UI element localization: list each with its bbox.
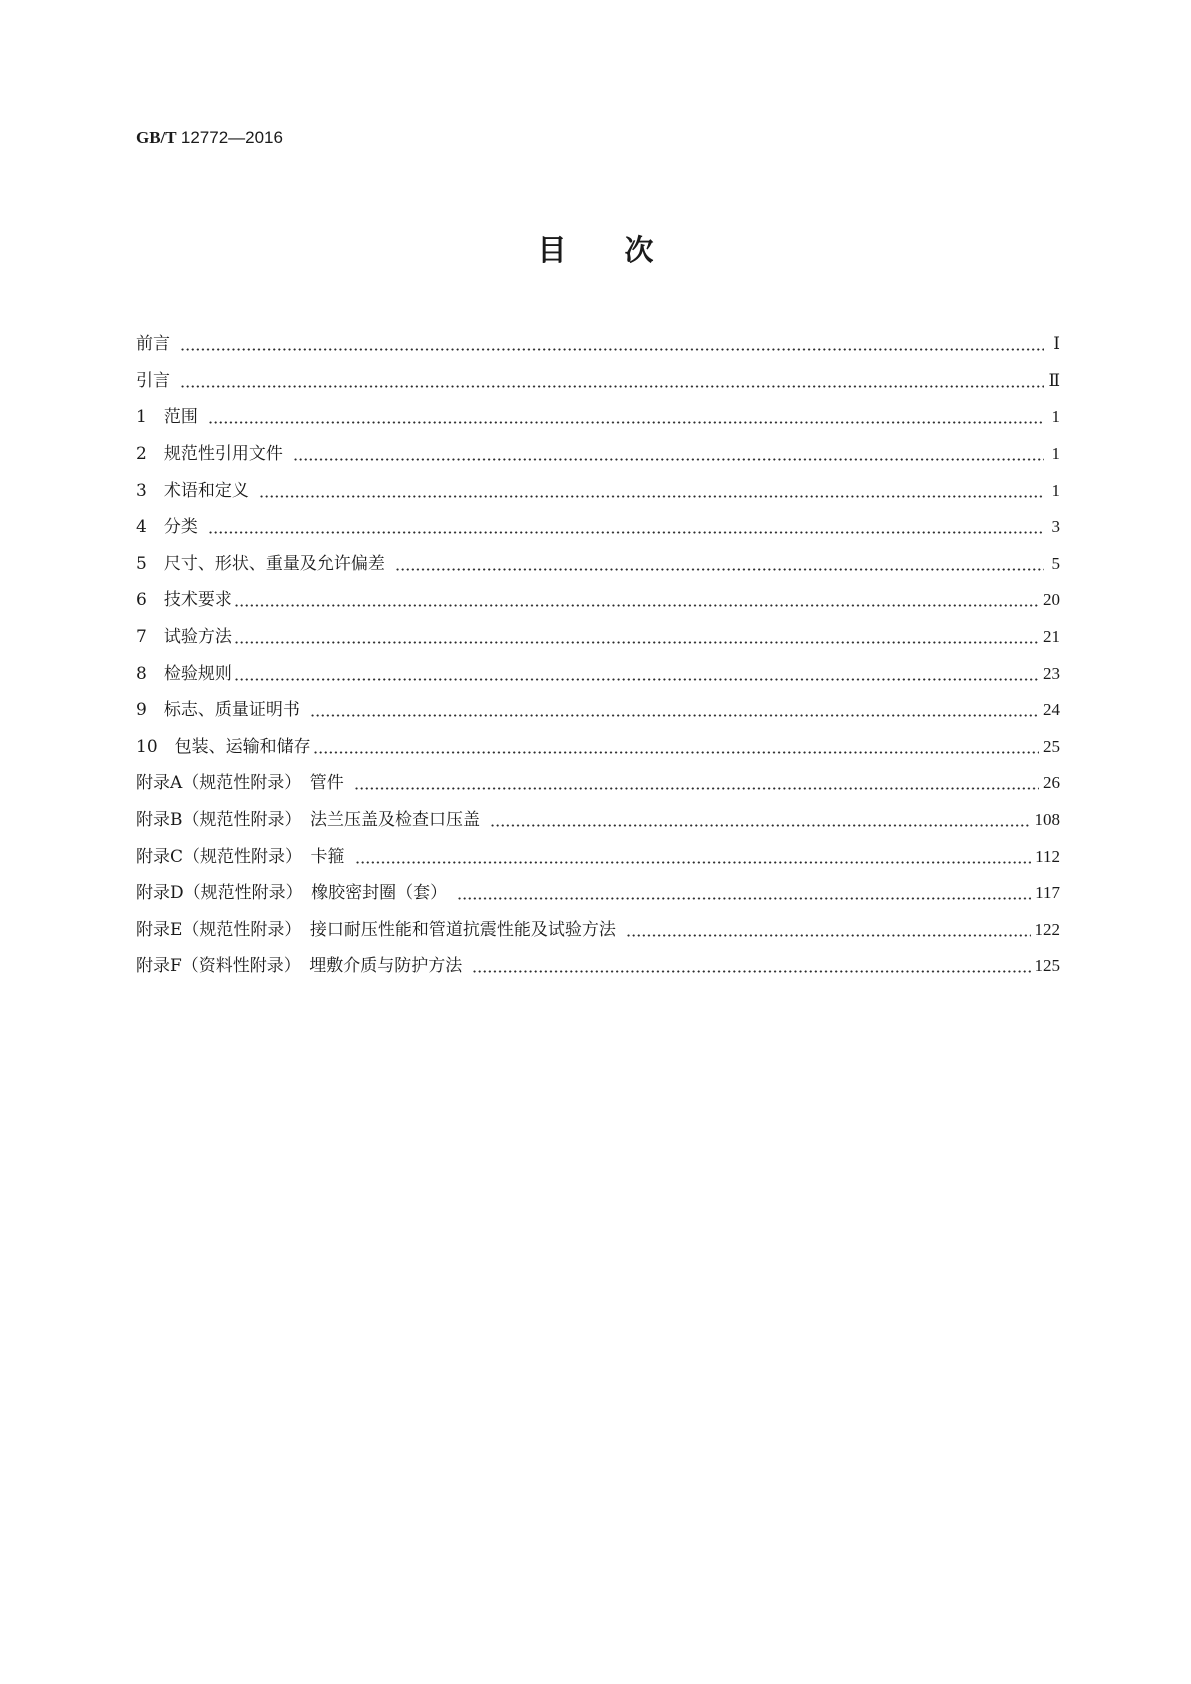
table-of-contents [136,326,1060,985]
toc-entry[interactable] [136,729,1060,766]
toc-entry-label: 附录C（规范性附录） 卡箍 [136,846,345,867]
toc-entry-label: 1 范围 [136,407,198,428]
toc-entry-label: 引言 [136,370,170,391]
toc-entry[interactable] [136,326,1060,363]
dot-leader [180,334,1044,354]
dot-leader [259,481,1044,501]
toc-entry-label: 前言 [136,334,170,355]
dot-leader [208,517,1044,537]
toc-entry-label: 4 分类 [136,517,198,538]
standard-number: 12772—2016 [180,128,283,147]
toc-entry[interactable] [136,948,1060,985]
toc-entry[interactable] [136,655,1060,692]
toc-entry[interactable] [136,875,1060,912]
dot-leader [472,956,1030,976]
dot-leader [234,664,1039,684]
toc-entry-page-number: 25 [1043,736,1060,756]
toc-entry-page-number: 125 [1034,956,1060,976]
dot-leader [234,590,1039,610]
dot-leader [234,627,1039,647]
toc-entry[interactable] [136,363,1060,400]
standard-prefix: GB/T [136,128,177,147]
standard-code [136,128,283,148]
toc-entry-label: 3 术语和定义 [136,480,249,501]
toc-entry-page-number: 3 [1051,517,1060,537]
dot-leader [355,847,1032,867]
toc-entry[interactable] [136,912,1060,949]
dot-leader [395,554,1044,574]
toc-entry-label: 10 包装、运输和储存 [136,736,311,757]
dot-leader [457,883,1031,903]
toc-entry-label: 9 标志、质量证明书 [136,700,300,721]
toc-entry[interactable] [136,582,1060,619]
dot-leader [354,773,1039,793]
toc-entry-page-number: 21 [1043,627,1060,647]
toc-entry-page-number: Ⅰ [1053,334,1060,354]
toc-entry-page-number: 5 [1051,553,1060,573]
toc-entry-page-number: 23 [1043,663,1060,683]
toc-entry-page-number: 1 [1051,444,1060,464]
dot-leader [490,810,1031,830]
dot-leader [313,737,1039,757]
toc-title: 目次 [537,233,712,267]
toc-entry-page-number: 26 [1043,773,1060,793]
dot-leader [208,407,1044,427]
toc-entry-page-number: 1 [1051,407,1060,427]
toc-entry[interactable] [136,436,1060,473]
toc-entry-label: 8 检验规则 [136,663,232,684]
dot-leader [310,700,1039,720]
toc-entry-label: 附录E（规范性附录） 接口耐压性能和管道抗震性能及试验方法 [136,919,616,940]
toc-entry-page-number: 122 [1034,919,1060,939]
toc-entry-label: 2 规范性引用文件 [136,444,283,465]
toc-entry[interactable] [136,692,1060,729]
toc-entry-page-number: 1 [1051,480,1060,500]
toc-entry-label: 附录A（规范性附录） 管件 [136,773,344,794]
toc-entry[interactable] [136,802,1060,839]
toc-entry-label: 附录B（规范性附录） 法兰压盖及检查口压盖 [136,810,480,831]
dot-leader [626,920,1031,940]
toc-entry-page-number: 24 [1043,700,1060,720]
toc-entry[interactable] [136,546,1060,583]
toc-entry[interactable] [136,619,1060,656]
toc-entry-label: 6 技术要求 [136,590,232,611]
toc-entry-page-number: 117 [1035,883,1060,903]
toc-entry-label: 附录D（规范性附录） 橡胶密封圈（套） [136,883,448,904]
dot-leader [293,444,1044,464]
toc-entry[interactable] [136,509,1060,546]
toc-entry-label: 附录F（资料性附录） 埋敷介质与防护方法 [136,956,463,977]
toc-entry[interactable] [136,838,1060,875]
toc-entry-page-number: 112 [1035,846,1060,866]
toc-entry-page-number: Ⅱ [1048,370,1060,390]
toc-entry-label: 7 试验方法 [136,627,232,648]
toc-entry-page-number: 20 [1043,590,1060,610]
dot-leader [180,371,1044,391]
toc-entry[interactable] [136,765,1060,802]
toc-entry-page-number: 108 [1034,810,1060,830]
toc-entry[interactable] [136,399,1060,436]
toc-entry[interactable] [136,472,1060,509]
toc-entry-label: 5 尺寸、形状、重量及允许偏差 [136,553,385,574]
